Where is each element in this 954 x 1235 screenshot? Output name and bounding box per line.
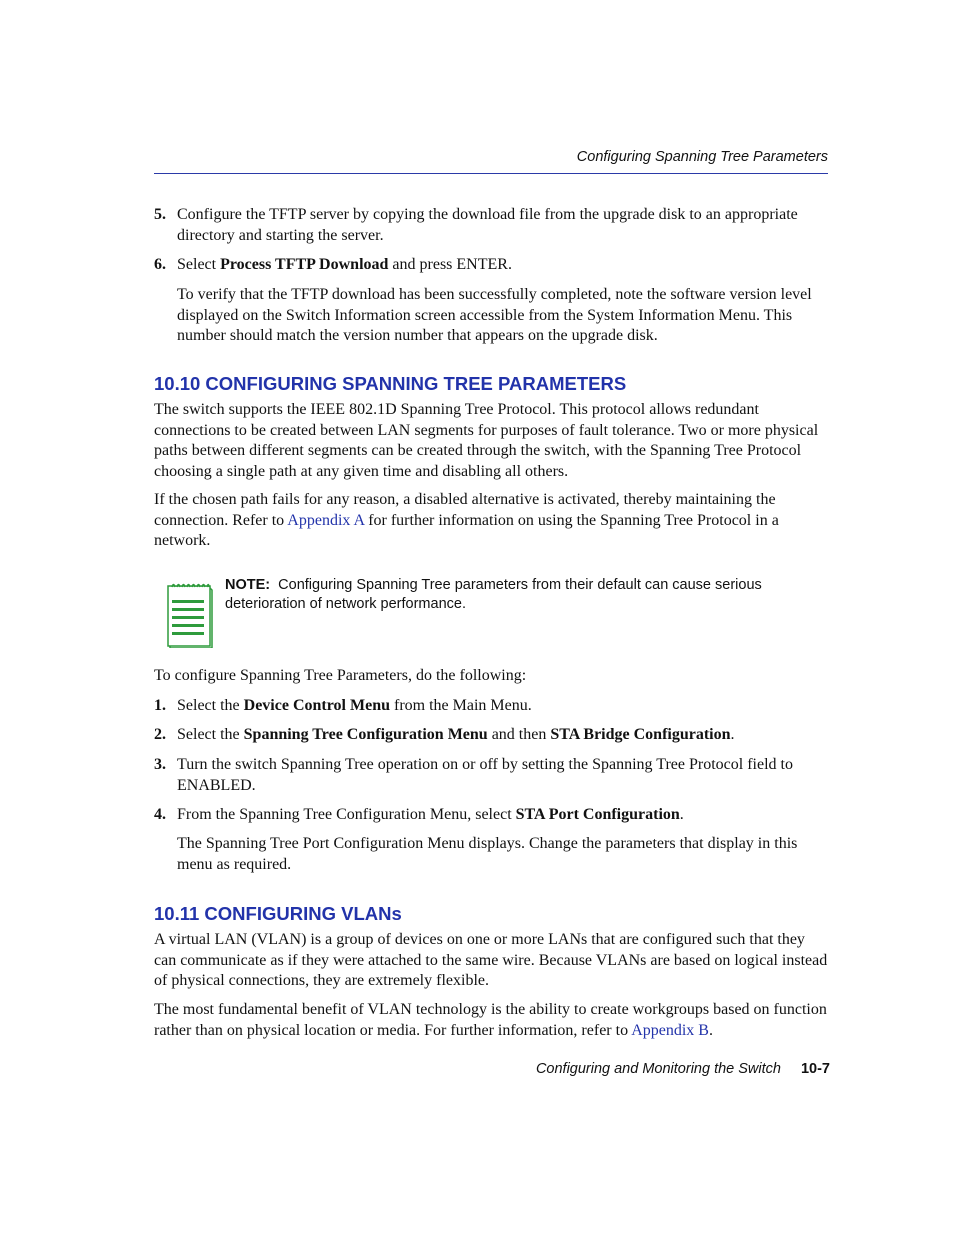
menu-option-name: Process TFTP Download — [220, 256, 389, 273]
step-4 — [154, 805, 828, 826]
step-number: 3. — [154, 756, 166, 773]
step-text — [177, 725, 828, 746]
appendix-a-link[interactable]: Appendix A — [287, 511, 365, 529]
step-number: 4. — [154, 806, 166, 823]
step-3 — [154, 755, 828, 796]
step-text-post: . — [679, 806, 684, 823]
step-text-post: and press ENTER. — [388, 256, 512, 273]
menu-option-name: Spanning Tree Configuration Menu — [243, 726, 488, 743]
note-body: Configuring Spanning Tree parameters from their default can cause serious deterioration of network performance. — [225, 577, 762, 612]
step-text-post: . — [730, 726, 735, 743]
step-text-pre: From the Spanning Tree Configuration Menu, select — [177, 806, 516, 823]
page-footer — [400, 1061, 830, 1077]
step-number: 1. — [154, 697, 166, 714]
verify-paragraph: To verify that the TFTP download has been successfully completed, note the software version level displayed on the Switch Information screen accessible from the System Information Menu. This number should match the version number that appears on the upgrade disk. — [177, 286, 812, 344]
spanning-tree-intro-paragraph: The switch supports the IEEE 802.1D Spanning Tree Protocol. This protocol allows redundant connections to be created between LAN segments for purposes of fault tolerance. Two or more physical paths between different segments can be created through the switch, with the Spanning Tree Protocol choosing a single path at any given time and disabling all others. — [154, 401, 819, 480]
menu-option-name: STA Port Configuration — [515, 806, 680, 823]
vlan-benefit-paragraph — [154, 1000, 828, 1041]
step-text-pre: Select — [177, 256, 221, 273]
paragraph-text: The most fundamental benefit of VLAN technology is the ability to create workgroups based on function rather than on physical location or media. For further information, refer to — [154, 1001, 827, 1039]
step-text: Configure the TFTP server by copying the download file from the upgrade disk to an appropriate directory and starting the server. — [177, 206, 798, 244]
section-heading-10-10: 10.10 CONFIGURING SPANNING TREE PARAMETERS — [154, 373, 627, 394]
step-text-mid: and then — [487, 726, 551, 743]
note-label: NOTE: — [225, 577, 271, 593]
step-text — [177, 805, 828, 826]
step-text-pre: Select the — [177, 697, 244, 714]
step-number: 5. — [154, 206, 166, 223]
step-text: Turn the switch Spanning Tree operation on or off by setting the Spanning Tree Protocol field to ENABLED. — [177, 756, 793, 794]
menu-option-name: Device Control Menu — [243, 697, 390, 714]
step-number: 6. — [154, 256, 166, 273]
running-header: Configuring Spanning Tree Parameters — [576, 149, 828, 165]
footer-title: Configuring and Monitoring the Switch — [535, 1061, 781, 1077]
paragraph-text: . — [708, 1021, 713, 1039]
port-config-paragraph: The Spanning Tree Port Configuration Menu displays. Change the parameters that display in this menu as required. — [177, 835, 798, 873]
step-1 — [154, 696, 828, 717]
procedure-intro: To configure Spanning Tree Parameters, do the following: — [154, 667, 527, 684]
page-number: 10-7 — [800, 1061, 830, 1077]
vlan-intro-paragraph: A virtual LAN (VLAN) is a group of devices on one or more LANs that are configured such that they can communicate as if they were attached to the same wire. Because VLANs are based on logical instead of physical connections, they are extremely flexible. — [154, 931, 828, 989]
step-text — [177, 255, 828, 276]
step-text-pre: Select the — [177, 726, 244, 743]
spanning-tree-failover-paragraph — [154, 490, 828, 552]
step-text-post: from the Main Menu. — [389, 697, 532, 714]
header-rule — [154, 173, 828, 174]
step-2 — [154, 725, 828, 746]
paragraph-text: If the chosen path fails for any reason, a disabled alternative is activated, thereby maintaining the connection. Refer to — [154, 491, 776, 529]
paragraph-text: for further information on using the Spanning Tree Protocol in a network. — [154, 511, 779, 549]
notepad-icon — [166, 578, 214, 648]
note-text — [225, 576, 825, 614]
step-6 — [154, 255, 828, 276]
step-number: 2. — [154, 726, 166, 743]
appendix-b-link[interactable]: Appendix B — [631, 1021, 709, 1039]
menu-option-name: STA Bridge Configuration — [550, 726, 731, 743]
step-text — [177, 696, 828, 717]
section-heading-10-11: 10.11 CONFIGURING VLANs — [154, 903, 402, 924]
step-5 — [154, 205, 828, 246]
